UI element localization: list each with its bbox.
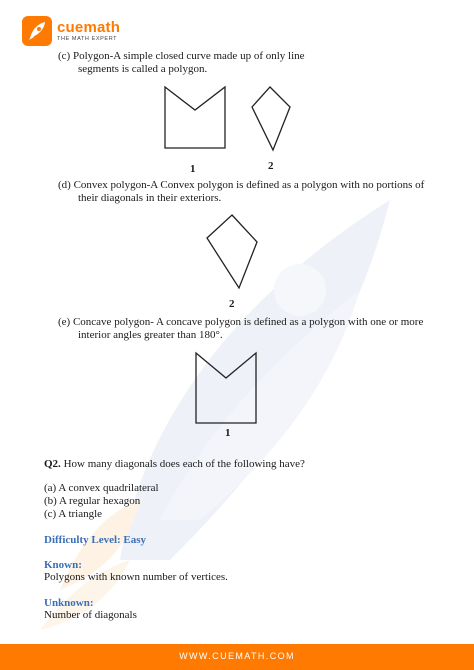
rocket-logo-icon [22,16,52,46]
difficulty-level: Difficulty Level: Easy [44,534,147,546]
option-c: (c) A triangle [44,508,103,520]
concave-polygon-shape [165,87,225,148]
figure-label-e: 1 [225,427,231,439]
known-heading: Known: [44,559,82,571]
item-e-line2: interior angles greater than 180°. [78,329,223,341]
item-d-line1: (d) Convex polygon-A Convex polygon is defined as a polygon with no portions of [58,179,425,191]
item-d-line2: their diagonals in their exteriors. [78,192,222,204]
option-b: (b) A regular hexagon [44,495,141,507]
unknown-text: Number of diagonals [44,609,137,621]
figure-label-d: 2 [229,298,235,310]
figure-label-c2: 2 [268,160,274,172]
footer-bar [0,644,474,670]
question-text: How many diagonals does each of the following have? [60,458,305,470]
question-number: Q2. [44,458,61,470]
unknown-heading: Unknown: [44,597,94,609]
question-q2 [44,458,305,471]
convex-kite-shape [207,215,257,288]
item-c-line2: segments is called a polygon. [78,63,208,75]
brand-name: cuemath [57,18,121,36]
polygon-figures-c [155,82,305,157]
option-a: (a) A convex quadrilateral [44,482,159,494]
concave-polygon-shape [196,353,256,423]
convex-kite-shape [252,87,290,150]
polygon-figure-d [195,210,265,290]
polygon-figure-e [188,348,268,428]
item-c-line1: (c) Polygon-A simple closed curve made up of only line [58,50,305,62]
brand-tagline: THE MATH EXPERT [57,35,118,42]
item-e-line1: (e) Concave polygon- A concave polygon is defined as a polygon with one or more [58,316,424,328]
known-text: Polygons with known number of vertices. [44,571,228,583]
figure-label-c1: 1 [190,163,196,175]
brand-logo [22,16,120,46]
footer-url-link[interactable]: WWW.CUEMATH.COM [179,651,295,661]
